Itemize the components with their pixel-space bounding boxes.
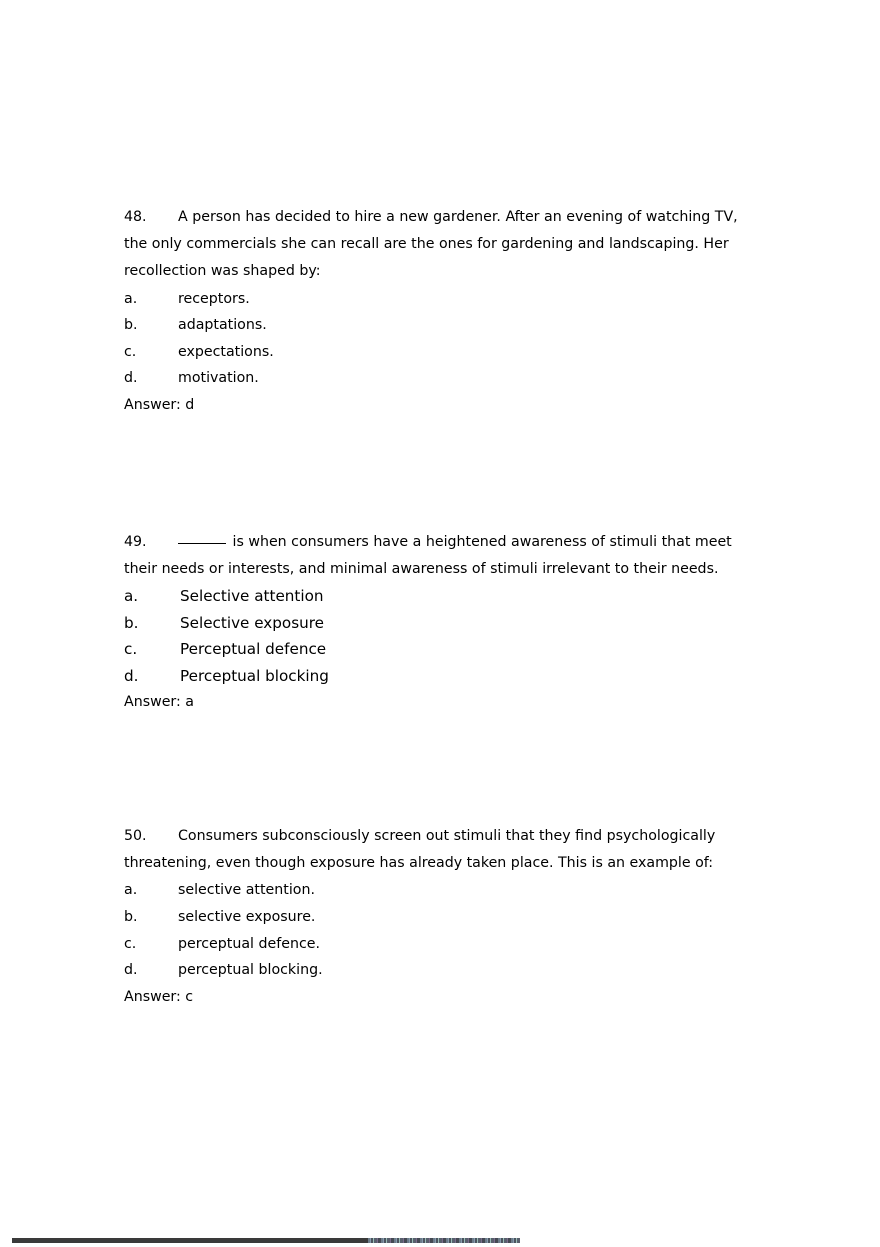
option-item[interactable] — [124, 339, 756, 366]
options-list-49 — [124, 583, 756, 689]
section-gap — [124, 419, 756, 529]
option-label: b. — [124, 908, 138, 925]
option-item[interactable] — [124, 312, 756, 339]
options-list-50 — [124, 877, 756, 983]
question-number-49: 49. — [124, 533, 147, 550]
question-stem-text-49: is when consumers have a heightened awareness of stimuli that meet their needs or interests, and minimal awareness of stimuli irrelevant to their needs. — [124, 533, 737, 577]
question-stem-50 — [124, 823, 756, 877]
option-item[interactable] — [124, 365, 756, 392]
option-label: a. — [124, 586, 139, 605]
answer-line-49: Answer: a — [124, 694, 194, 711]
question-number-48: 48. — [124, 209, 147, 225]
option-item[interactable] — [124, 286, 756, 313]
option-item[interactable] — [124, 610, 756, 637]
question-stem-48 — [124, 204, 756, 286]
question-block-49 — [124, 529, 756, 716]
option-item[interactable] — [124, 636, 756, 663]
option-label: d. — [124, 370, 138, 387]
question-stem-text-50: Consumers subconsciously screen out stimuli that they find psychologically threatening, even though exposure has already taken place. This is an example of: — [124, 827, 720, 872]
option-item[interactable] — [124, 663, 756, 690]
option-text: Perceptual blocking — [180, 666, 329, 685]
option-item[interactable] — [124, 904, 756, 931]
option-label: a. — [124, 290, 138, 307]
option-label: d. — [124, 962, 138, 979]
option-text: perceptual blocking. — [178, 962, 323, 979]
questions-container — [124, 204, 756, 1010]
option-label: b. — [124, 613, 139, 632]
option-text: expectations. — [178, 343, 274, 360]
question-number-50: 50. — [124, 827, 147, 844]
option-text: selective exposure. — [178, 908, 316, 925]
option-item[interactable] — [124, 877, 756, 904]
option-label: d. — [124, 666, 139, 685]
option-text: receptors. — [178, 290, 250, 307]
option-text: Selective exposure — [180, 613, 325, 632]
option-label: c. — [124, 640, 138, 659]
option-text: Perceptual defence — [180, 640, 327, 659]
option-text: motivation. — [178, 370, 259, 387]
option-item[interactable] — [124, 583, 756, 610]
question-stem-text-48: A person has decided to hire a new gardener. After an evening of watching TV, the only commercials she can recall are the ones for gardening and landscaping. Her recollection was shaped by: — [124, 209, 743, 280]
option-text: selective attention. — [178, 882, 315, 899]
footer-artifact-bar — [12, 1238, 520, 1243]
option-label: c. — [124, 343, 137, 360]
question-block-50 — [124, 823, 756, 1010]
option-text: perceptual defence. — [178, 935, 320, 952]
option-text: Selective attention — [180, 586, 324, 605]
option-item[interactable] — [124, 931, 756, 958]
option-label: c. — [124, 935, 137, 952]
option-text: adaptations. — [178, 317, 267, 334]
answer-line-50: Answer: c — [124, 988, 194, 1005]
option-label: b. — [124, 317, 138, 334]
question-block-48 — [124, 204, 756, 419]
footer-artifact-speckle — [368, 1238, 520, 1243]
option-label: a. — [124, 882, 138, 899]
answer-line-48: Answer: d — [124, 396, 195, 413]
fill-in-blank-rule — [178, 543, 226, 544]
option-item[interactable] — [124, 957, 756, 984]
options-list-48 — [124, 286, 756, 392]
question-stem-49 — [124, 529, 756, 583]
section-gap — [124, 716, 756, 823]
